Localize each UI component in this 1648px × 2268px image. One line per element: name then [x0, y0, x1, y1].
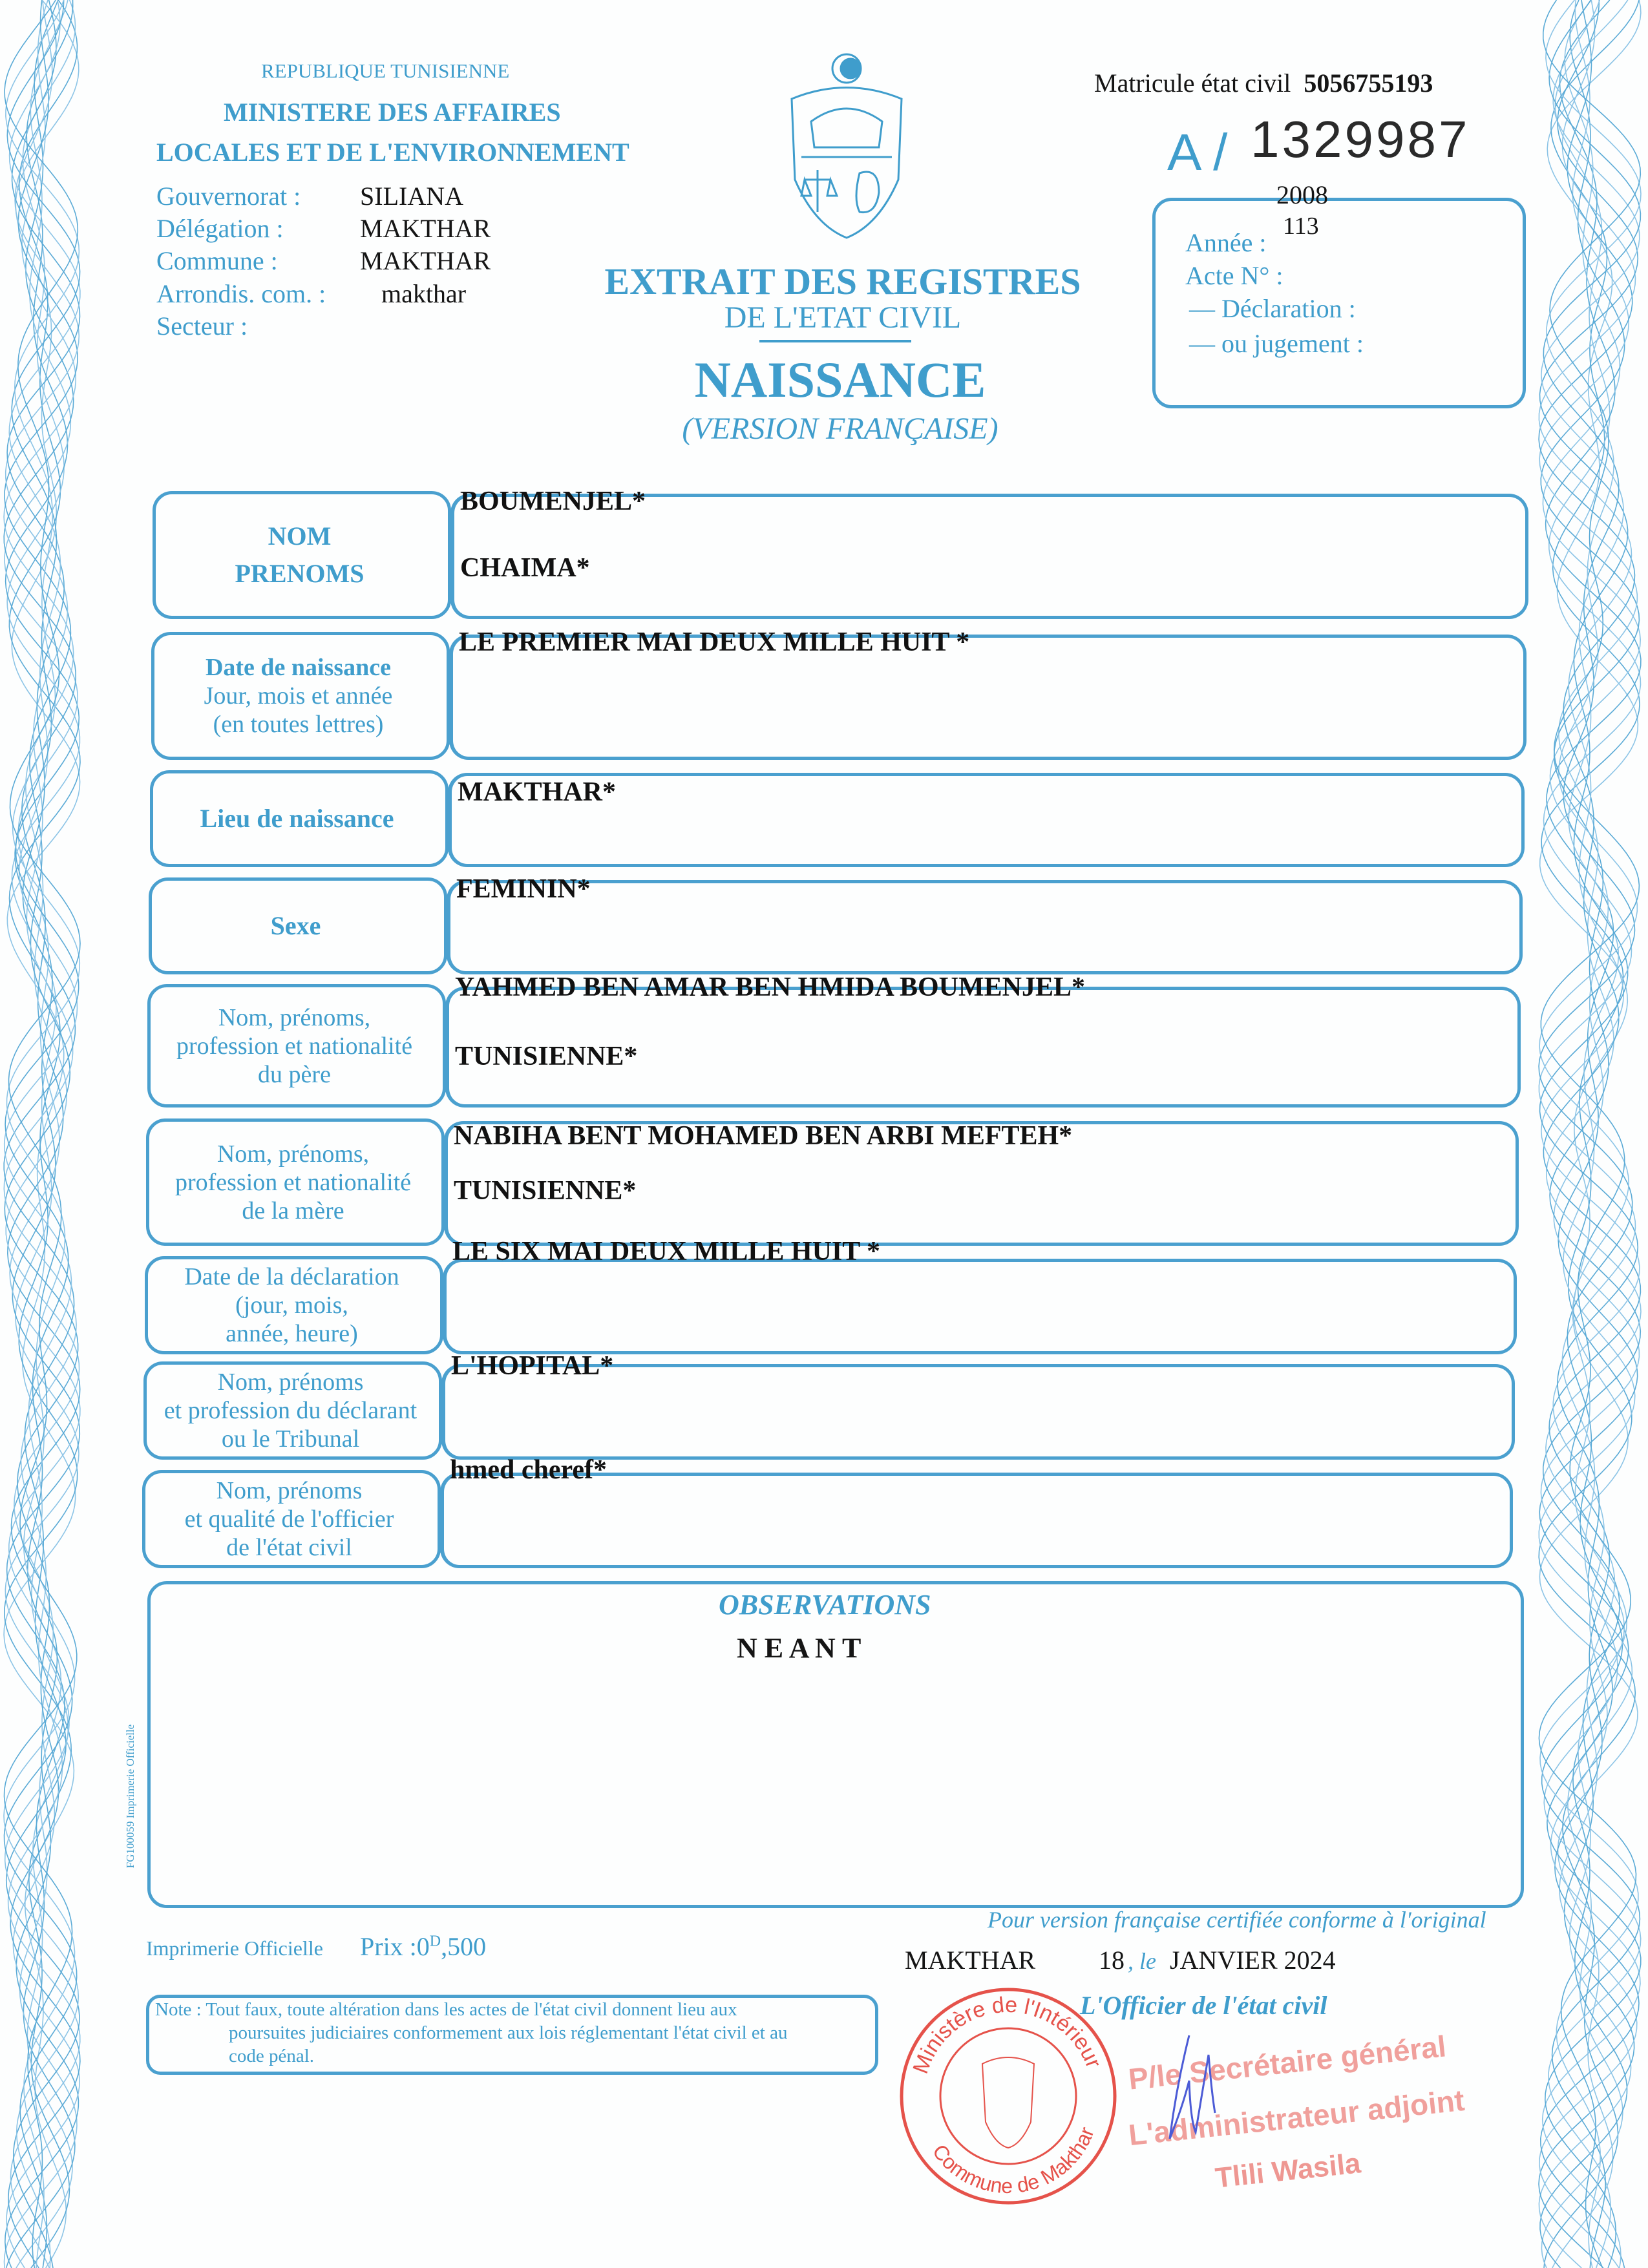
row-label — [153, 491, 447, 619]
ministry-line1: MINISTERE DES AFFAIRES — [224, 98, 561, 127]
row-value: YAHMED BEN AMAR BEN HMIDA BOUMENJEL* — [455, 972, 1086, 1002]
matricule — [1094, 68, 1433, 98]
delegation-label: Délégation : — [156, 214, 284, 243]
row-value-box — [447, 880, 1523, 974]
svg-text:Ministère de l'Intérieur — [908, 1993, 1106, 2077]
row-label — [143, 1361, 438, 1460]
matricule-value: 5056755193 — [1304, 68, 1433, 98]
note-line3: code pénal. — [229, 2046, 315, 2066]
row-label-line: NOM — [268, 521, 332, 551]
row-label-line: PRENOMS — [235, 559, 364, 588]
row-label — [147, 984, 441, 1108]
official-stamp-icon — [898, 1986, 1118, 2206]
row-label-line: (en toutes lettres) — [213, 711, 384, 738]
printer-label: Imprimerie Officielle — [146, 1937, 323, 1960]
jugement-label: — ou jugement : — [1189, 329, 1364, 358]
row-value-box — [440, 1473, 1513, 1568]
acte-label: Acte N° : — [1185, 261, 1284, 290]
price-sup: D — [429, 1933, 441, 1950]
row-label-line: (jour, mois, — [235, 1292, 348, 1319]
row-value: BOUMENJEL* — [460, 487, 646, 516]
row-label — [151, 632, 445, 760]
row-value: TUNISIENNE* — [455, 1042, 638, 1071]
title-version: (VERSION FRANÇAISE) — [682, 412, 998, 446]
serial-prefix: A / — [1167, 123, 1228, 181]
row-value: NABIHA BENT MOHAMED BEN ARBI MEFTEH* — [454, 1121, 1073, 1151]
row-label-line: et profession du déclarant — [164, 1397, 417, 1424]
row-label — [142, 1470, 436, 1568]
left-guilloche-border — [0, 0, 90, 2268]
issue-month-year: JANVIER 2024 — [1170, 1946, 1336, 1975]
row-label — [145, 1256, 439, 1354]
title-naissance: NAISSANCE — [694, 352, 986, 408]
note-line1: Note : Tout faux, toute altération dans les actes de l'état civil donnent lieu aux — [155, 1999, 737, 2020]
row-label-line: Date de la déclaration — [184, 1263, 399, 1290]
commune-value: MAKTHAR — [360, 246, 491, 275]
price-label: Prix :0 — [360, 1932, 430, 1961]
row-value: FEMININ* — [456, 874, 591, 904]
row-label-line: profession et nationalité — [174, 1168, 412, 1196]
signature-name: Tlili Wasila — [1214, 2147, 1362, 2194]
arrondissement-label: Arrondis. com. : — [156, 279, 326, 308]
stamp-top-text: Ministère de l'Intérieur — [908, 1992, 1106, 2077]
row-label — [146, 1118, 440, 1246]
commune-label: Commune : — [156, 246, 278, 275]
title-etat-civil: DE L'ETAT CIVIL — [724, 300, 962, 335]
row-label-line: Nom, prénoms, — [217, 1140, 370, 1168]
delegation-value: MAKTHAR — [360, 214, 491, 243]
declaration-label: — Déclaration : — [1189, 294, 1356, 323]
row-value: L'HOPITAL* — [451, 1351, 614, 1381]
acte-value: 113 — [1283, 213, 1319, 240]
row-label-line: Nom, prénoms — [216, 1477, 363, 1504]
side-print-code: FG100059 Imprimerie Officielle — [124, 1724, 136, 1869]
secteur-label: Secteur : — [156, 311, 248, 341]
certified-text: Pour version française certifiée conforme à l'original — [988, 1907, 1486, 1933]
row-label-line: de la mère — [242, 1197, 344, 1224]
stamp-bottom-text: Commune de Makthar — [927, 2124, 1099, 2198]
ministry-line2: LOCALES ET DE L'ENVIRONNEMENT — [156, 138, 629, 167]
row-label-line: Sexe — [270, 911, 321, 940]
year-value: 2008 — [1276, 180, 1328, 209]
matricule-label: Matricule état civil — [1094, 68, 1291, 98]
row-label-line: Nom, prénoms, — [218, 1003, 371, 1031]
gouvernorat-label: Gouvernorat : — [156, 182, 301, 211]
row-value: CHAIMA* — [460, 553, 590, 583]
row-label-line: Jour, mois et année — [204, 682, 393, 709]
signature-line2: L'administrateur adjoint — [1126, 2083, 1466, 2152]
right-guilloche-border — [1535, 0, 1648, 2268]
note-line2: poursuites judiciaires conformement aux lois réglementant l'état civil et au — [229, 2022, 788, 2043]
officer-title: L'Officier de l'état civil — [1080, 1991, 1327, 2020]
gouvernorat-value: SILIANA — [360, 182, 463, 211]
row-value: MAKTHAR* — [458, 777, 616, 807]
price-rest: ,500 — [441, 1932, 487, 1961]
row-label-line: ou le Tribunal — [221, 1425, 360, 1453]
row-label-line: du père — [258, 1060, 331, 1088]
observations-box — [147, 1581, 1524, 1908]
row-label-line: année, heure) — [226, 1320, 358, 1347]
handwritten-signature-icon — [1150, 2029, 1241, 2158]
price — [360, 1931, 486, 1962]
row-label-line: Lieu de naissance — [200, 804, 394, 833]
row-value: LE SIX MAI DEUX MILLE HUIT * — [452, 1237, 881, 1266]
annee-label: Année : — [1185, 228, 1267, 257]
row-label-line: Date de naissance — [205, 654, 392, 681]
row-label-line: profession et nationalité — [176, 1032, 413, 1060]
signature-line1: P/le Secrétaire général — [1126, 2029, 1448, 2096]
row-label-line: et qualité de l'officier — [184, 1506, 394, 1533]
row-label — [149, 877, 443, 974]
row-value: LE PREMIER MAI DEUX MILLE HUIT * — [459, 627, 970, 657]
issue-day: 18 — [1099, 1946, 1125, 1975]
arrondissement-value: makthar — [381, 279, 467, 308]
issue-le: , le — [1128, 1948, 1156, 1974]
issue-place: MAKTHAR — [905, 1946, 1036, 1975]
row-value: hmed cheref* — [450, 1455, 607, 1485]
title-divider — [759, 340, 911, 342]
title-extrait: EXTRAIT DES REGISTRES — [604, 260, 1081, 302]
row-value-box — [443, 1259, 1517, 1354]
row-label — [150, 770, 444, 867]
serial-number: 1329987 — [1251, 110, 1470, 168]
republic-label: REPUBLIQUE TUNISIENNE — [261, 59, 510, 82]
tunisian-coat-of-arms-icon — [782, 50, 911, 244]
row-label-line: Nom, prénoms — [217, 1369, 364, 1396]
observations-label: OBSERVATIONS — [719, 1589, 931, 1621]
row-label-line: de l'état civil — [226, 1534, 352, 1561]
row-value: TUNISIENNE* — [454, 1176, 637, 1206]
observations-value: N E A N T — [737, 1632, 861, 1664]
